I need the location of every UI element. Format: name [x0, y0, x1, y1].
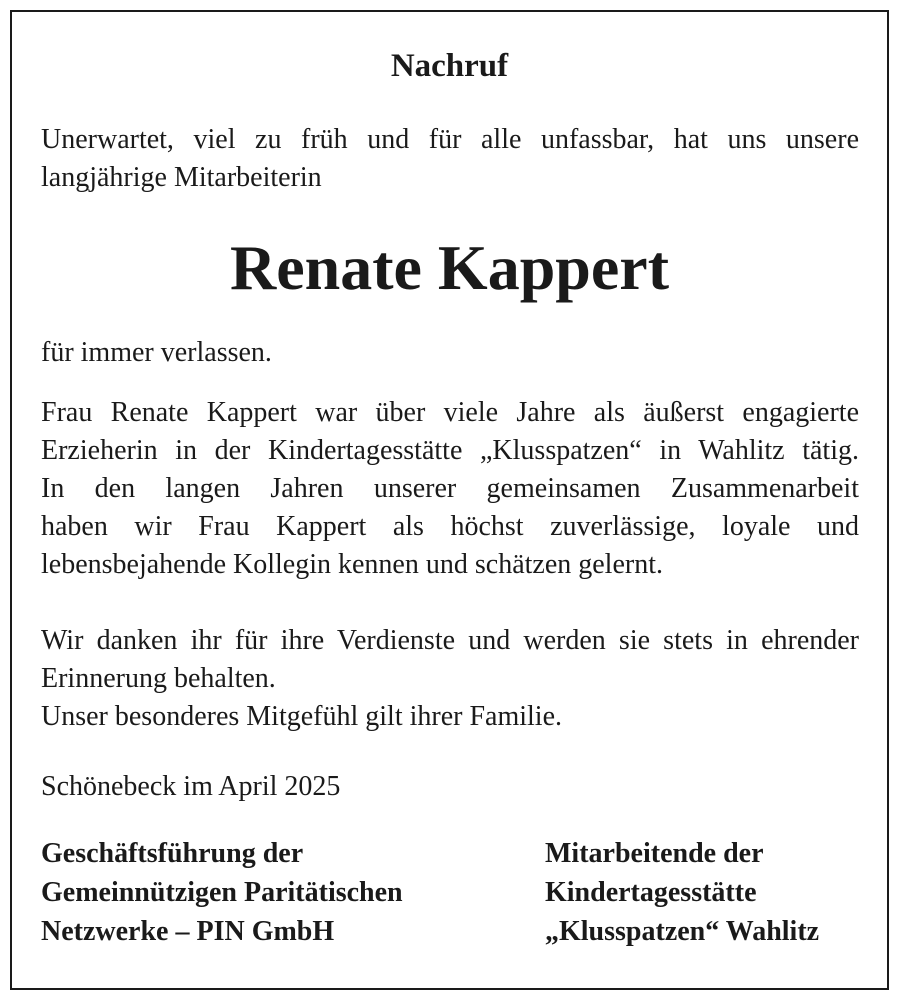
intro-line: Unerwartet, viel zu früh und für alle unfassbar, hat uns unsere — [41, 124, 859, 155]
signature-left — [41, 834, 403, 951]
deceased-name: Renate Kappert — [229, 232, 670, 303]
tribute-paragraph — [41, 394, 859, 584]
notice-heading: Nachruf — [390, 48, 509, 84]
thanks-line: Erinnerung behalten. — [41, 663, 276, 694]
tribute-line: Erzieherin in der Kindertagesstätte „Klusspatzen“ in Wahlitz tätig. — [41, 435, 859, 466]
signature-line: Mitarbeitende der — [545, 838, 764, 869]
place-date: Schönebeck im April 2025 — [41, 771, 341, 802]
intro-paragraph — [41, 121, 859, 197]
tribute-line: Frau Renate Kappert war über viele Jahre als äußerst engagierte — [41, 397, 859, 428]
intro-line: langjährige Mitarbeiterin — [41, 162, 322, 193]
tribute-line: In den langen Jahren unserer gemeinsamen Zusammenarbeit — [41, 473, 859, 504]
signature-line: „Klusspatzen“ Wahlitz — [545, 916, 820, 947]
signature-line: Kindertagesstätte — [545, 877, 757, 908]
signature-right — [545, 834, 819, 951]
thanks-line: Wir danken ihr für ihre Verdienste und werden sie stets in ehrender — [41, 625, 859, 656]
tribute-line: haben wir Frau Kappert als höchst zuverlässige, loyale und — [41, 511, 859, 542]
obituary-notice — [10, 10, 889, 990]
left-us-text: für immer verlassen. — [41, 337, 272, 368]
tribute-line: lebensbejahende Kollegin kennen und schätzen gelernt. — [41, 549, 663, 580]
thanks-line: Unser besonderes Mitgefühl gilt ihrer Familie. — [41, 701, 562, 732]
signature-line: Geschäftsführung der — [41, 838, 304, 869]
signature-line: Gemeinnützigen Paritätischen — [41, 877, 403, 908]
signature-line: Netzwerke – PIN GmbH — [41, 916, 335, 947]
thanks-paragraph — [41, 622, 859, 736]
